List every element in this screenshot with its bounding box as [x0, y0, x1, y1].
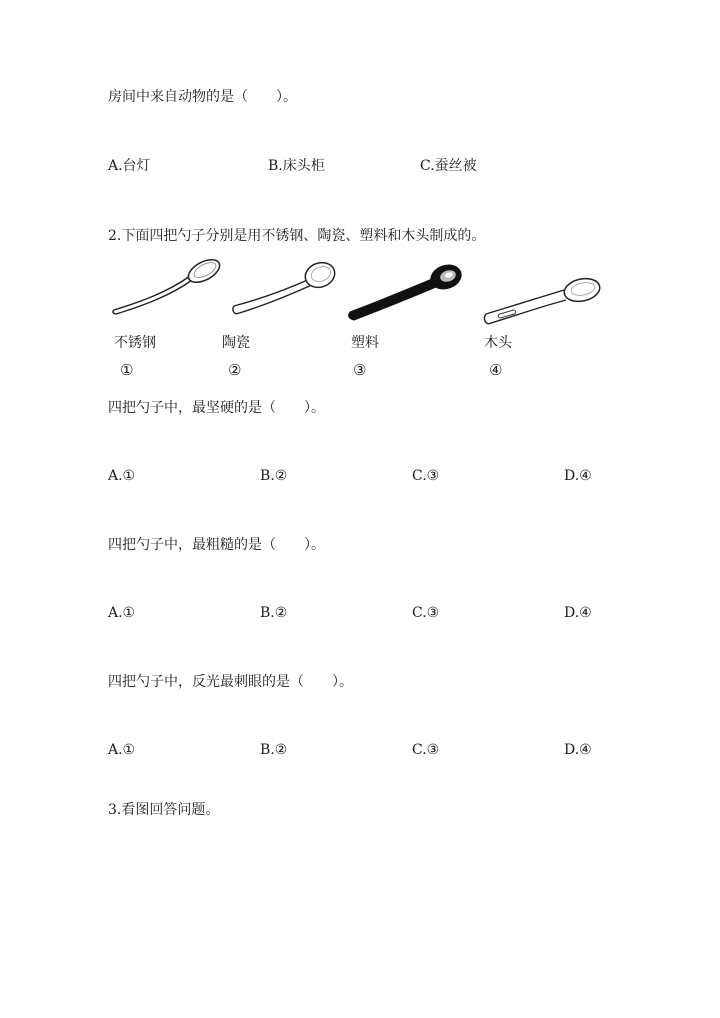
q2-sub2-option-b[interactable]: B.②: [260, 605, 288, 621]
q2-sub1-option-b[interactable]: B.②: [260, 468, 288, 484]
spoon-label-ceramic: 陶瓷: [222, 335, 250, 351]
q2-stem: 2.下面四把勺子分别是用不锈钢、陶瓷、塑料和木头制成的。: [108, 228, 486, 244]
spoon-number-1: ①: [120, 361, 134, 379]
spoon-number-4: ④: [489, 361, 503, 379]
q2-sub1-option-c[interactable]: C.③: [412, 468, 440, 484]
spoon-number-2: ②: [228, 361, 242, 379]
q2-sub1-option-a[interactable]: A.①: [108, 468, 136, 484]
spoon-number-3: ③: [353, 361, 367, 379]
plastic-spoon-icon: [346, 262, 468, 322]
q2-sub3-option-d[interactable]: D.④: [564, 742, 592, 758]
q2-sub1-stem: 四把勺子中，最坚硬的是（ ）。: [108, 400, 325, 416]
ceramic-spoon-icon: [228, 258, 338, 318]
q3-stem: 3.看图回答问题。: [108, 802, 220, 818]
spoon-label-steel: 不锈钢: [114, 335, 156, 351]
q2-sub2-option-c[interactable]: C.③: [412, 605, 440, 621]
q2-sub3-option-a[interactable]: A.①: [108, 742, 136, 758]
wooden-spoon-icon: [482, 274, 604, 328]
q2-sub1-option-d[interactable]: D.④: [564, 468, 592, 484]
q2-sub3-option-b[interactable]: B.②: [260, 742, 288, 758]
q1-option-a[interactable]: A.台灯: [108, 158, 151, 174]
q2-sub3-option-c[interactable]: C.③: [412, 742, 440, 758]
q1-stem: 房间中来自动物的是（ ）。: [108, 89, 297, 105]
spoon-label-wood: 木头: [484, 335, 512, 351]
q2-sub2-stem: 四把勺子中，最粗糙的是（ ）。: [108, 537, 325, 553]
q1-option-b[interactable]: B.床头柜: [268, 158, 325, 174]
q2-sub2-option-a[interactable]: A.①: [108, 605, 136, 621]
steel-spoon-icon: [110, 256, 222, 318]
spoon-label-plastic: 塑料: [351, 335, 379, 351]
q2-sub3-stem: 四把勺子中，反光最刺眼的是（ ）。: [108, 674, 353, 690]
q2-sub2-option-d[interactable]: D.④: [564, 605, 592, 621]
q1-option-c[interactable]: C.蚕丝被: [420, 158, 477, 174]
